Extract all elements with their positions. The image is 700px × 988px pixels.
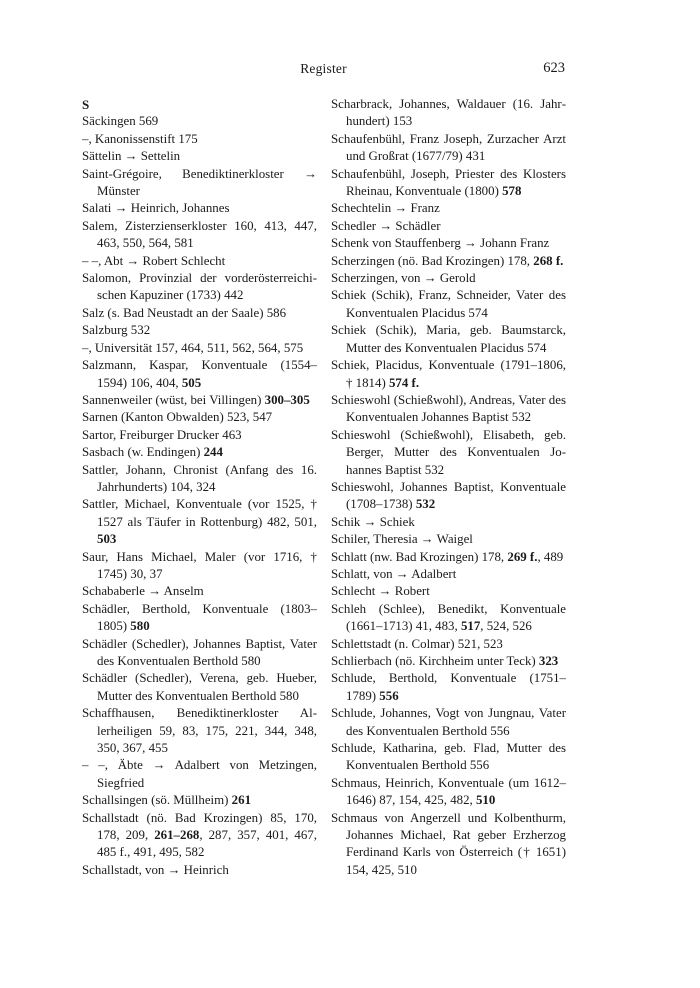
right-entry-list	[331, 96, 566, 879]
index-entry: Schieswohl (Schießwohl), Andreas, Vater des Konventualen Johannes Baptist 532	[331, 392, 566, 425]
index-entry: Schechtelin → Franz	[331, 201, 440, 216]
index-entry: Saur, Hans Michael, Maler (vor 1716, † 1745) 30, 37	[82, 549, 317, 581]
index-entry: Schaffhausen, Benediktinerkloster Allerheiligen 59, 83, 175, 221, 344, 348, 350, 367, 455	[82, 706, 317, 756]
index-entry: Schiek (Schik), Franz, Schneider, Vater des Konventualen Placidus 574	[331, 288, 566, 320]
index-entry: Scharbrack, Johannes, Waldauer (16. Jahrhundert) 153	[331, 97, 566, 129]
index-entry: Schababerle → Anselm	[82, 584, 204, 599]
index-entry: Schiler, Theresia → Waigel	[331, 532, 473, 547]
index-entry: Schleh (Schlee), Benedikt, Konventuale (1661–1713) 41, 483, 517, 524, 526	[331, 601, 566, 634]
index-entry: Scherzingen (nö. Bad Krozingen) 178, 268 f.	[331, 253, 564, 268]
index-entry: Sannenweiler (wüst, bei Villingen) 300–305	[82, 392, 310, 407]
index-entry: Schmaus von Angerzell und Kolbenthurm, Johannes Michael, Rat geber Erzherzog Ferdinand Karls von Österreich († 1651) 154, 425, 510	[331, 810, 566, 877]
index-entry: Schlettstadt (n. Colmar) 521, 523	[331, 636, 503, 651]
index-entry: Schedler → Schädler	[331, 218, 441, 233]
index-entry: Salzburg 532	[82, 323, 151, 338]
index-entry: Säckingen 569	[82, 114, 159, 129]
index-entry: Sartor, Freiburger Drucker 463	[82, 427, 242, 442]
index-entry: Schieswohl, Johannes Baptist, Konventuale (1708–1738) 532	[331, 479, 566, 512]
index-entry: Schlierbach (nö. Kirchheim unter Teck) 323	[331, 654, 559, 668]
index-entry: Sasbach (w. Endingen) 244	[82, 445, 223, 460]
index-column-left	[82, 96, 317, 879]
index-entry: Salzmann, Kaspar, Konventuale (1554–1594) 106, 404, 505	[82, 358, 317, 390]
index-entry: Scherzingen, von → Gerold	[331, 271, 476, 286]
index-entry: Schaufenbühl, Franz Joseph, Zurzacher Arzt und Großrat (1677/79) 431	[331, 131, 566, 164]
index-entry: – –, Äbte → Adalbert von Metzingen, Siegfried	[82, 758, 317, 790]
index-entry: Salati → Heinrich, Johannes	[82, 201, 230, 216]
index-entry: Schädler, Berthold, Konventuale (1803–1805) 580	[82, 601, 317, 634]
index-entry: Sarnen (Kanton Obwalden) 523, 547	[82, 410, 273, 425]
index-entry: Schaufenbühl, Joseph, Priester des Klosters Rheinau, Konventuale (1800) 578	[331, 166, 566, 199]
index-entry: – –, Abt → Robert Schlecht	[82, 253, 226, 268]
index-entry: –, Universität 157, 464, 511, 562, 564, 575	[82, 340, 304, 355]
index-entry: –, Kanonissenstift 175	[82, 131, 198, 146]
index-entry: Salz (s. Bad Neustadt an der Saale) 586	[82, 305, 287, 320]
index-entry: Schiek, Placidus, Konventuale (1791–1806, † 1814) 574 f.	[331, 358, 566, 390]
index-entry: Schädler (Schedler), Johannes Baptist, Vater des Konventualen Berthold 580	[82, 636, 317, 668]
index-entry: Schieswohl (Schießwohl), Elisabeth, geb. Berger, Mutter des Konventualen Johannes Baptist 532	[331, 427, 566, 477]
index-entry: Schlatt (nw. Bad Krozingen) 178, 269 f., 489	[331, 549, 564, 564]
index-entry: Salomon, Provinzial der vorderösterreichischen Kapuziner (1733) 442	[82, 271, 317, 303]
index-entry: Schenk von Stauffenberg → Johann Franz	[331, 236, 550, 251]
index-entry: Schlecht → Robert	[331, 584, 430, 599]
index-entry: Schlude, Berthold, Konventuale (1751–1789) 556	[331, 671, 566, 703]
index-entry: Schädler (Schedler), Verena, geb. Hueber, Mutter des Konventualen Berthold 580	[82, 671, 317, 703]
index-entry: Sättelin → Settelin	[82, 149, 181, 164]
running-header	[82, 58, 565, 82]
index-entry: Schallsingen (sö. Müllheim) 261	[82, 793, 252, 808]
index-entry: Schlatt, von → Adalbert	[331, 566, 457, 581]
index-entry: Schlude, Johannes, Vogt von Jungnau, Vater des Konventualen Berthold 556	[331, 706, 566, 738]
index-entry: Sattler, Johann, Chronist (Anfang des 16. Jahrhunderts) 104, 324	[82, 462, 317, 494]
index-entry: Schallstadt, von → Heinrich	[82, 862, 229, 877]
index-entry: Schik → Schiek	[331, 514, 415, 529]
index-column-right	[331, 96, 566, 879]
page-number: 623	[543, 60, 565, 76]
section-letter: S	[82, 97, 90, 112]
header-title: Register	[300, 61, 347, 76]
index-entry: Schiek (Schik), Maria, geb. Baumstarck, Mutter des Konventualen Placidus 574	[331, 323, 566, 355]
index-entry: Schmaus, Heinrich, Konventuale (um 1612–1646) 87, 154, 425, 482, 510	[331, 775, 566, 808]
index-entry: Saint-Grégoire, Benediktinerkloster → Münster	[82, 166, 317, 199]
index-entry: Schlude, Katharina, geb. Flad, Mutter des Konventualen Berthold 556	[331, 741, 566, 773]
index-entry: Sattler, Michael, Konventuale (vor 1525, † 1527 als Täufer in Rottenburg) 482, 501, 503	[82, 497, 317, 547]
index-entry: Schallstadt (nö. Bad Krozingen) 85, 170, 178, 209, 261–268, 287, 357, 401, 467, 485 f., 491, 495, 582	[82, 810, 317, 860]
left-entry-list	[82, 113, 317, 879]
index-entry: Salem, Zisterzienserkloster 160, 413, 447, 463, 550, 564, 581	[82, 218, 317, 251]
